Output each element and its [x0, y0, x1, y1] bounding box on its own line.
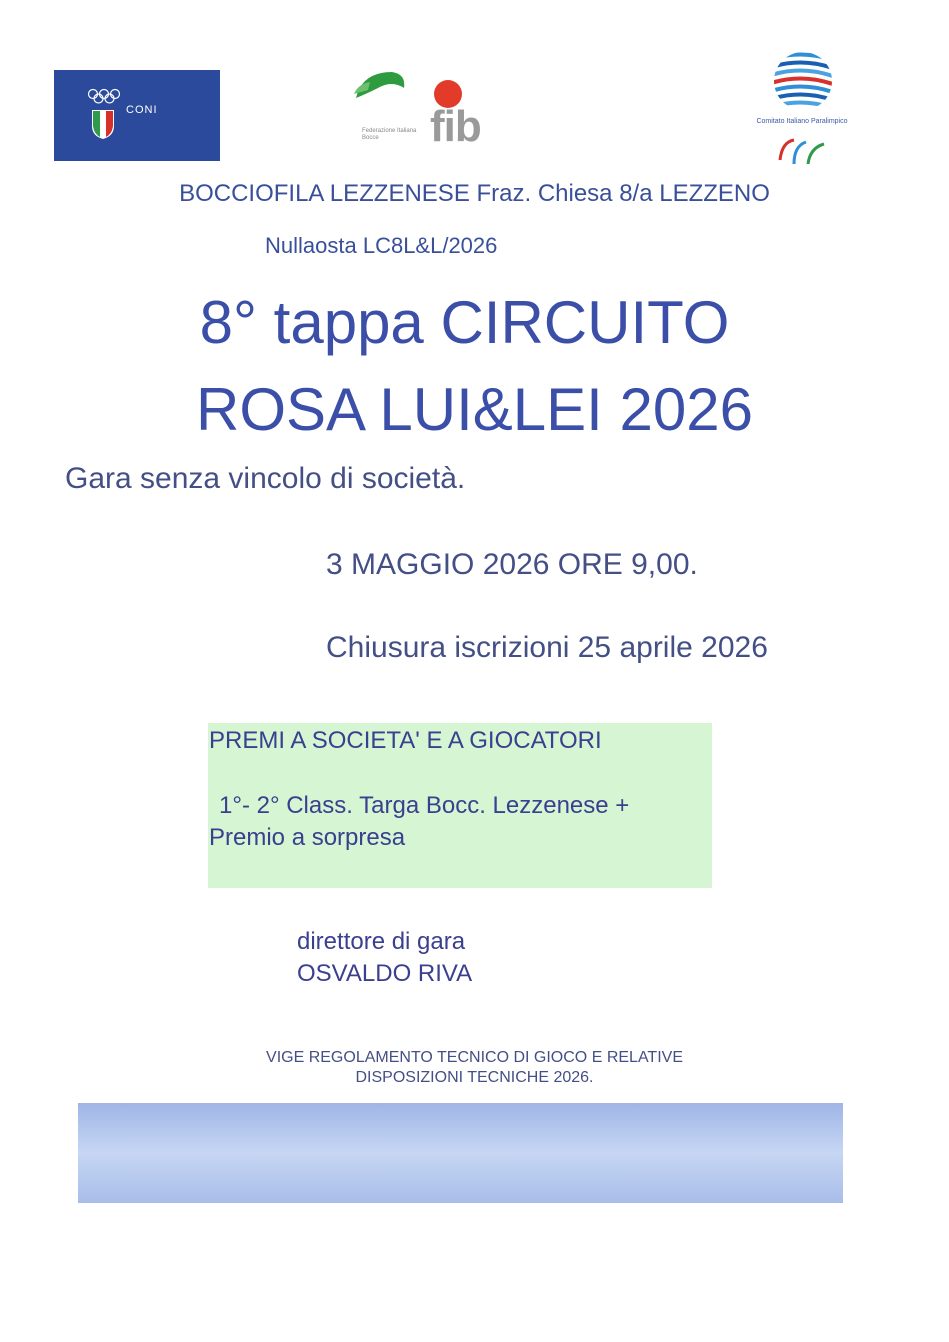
- prizes-line-2: Premio a sorpresa: [209, 824, 406, 851]
- prizes-title: PREMI A SOCIETA' E A GIOCATORI: [209, 727, 602, 754]
- fib-label: fib: [430, 102, 481, 151]
- agitos-icon: [776, 136, 828, 168]
- decorative-bar: [78, 1103, 843, 1203]
- gara-note: Gara senza vincolo di società.: [65, 462, 466, 495]
- title-line-2: ROSA LUI&LEI 2026: [196, 376, 753, 443]
- event-date: 3 MAGGIO 2026 ORE 9,00.: [326, 548, 698, 581]
- cip-logo: [732, 48, 872, 173]
- coni-logo: [54, 70, 220, 161]
- prizes-line-1: 1°- 2° Class. Targa Bocc. Lezzenese +: [219, 792, 630, 819]
- club-address: BOCCIOFILA LEZZENESE Fraz. Chiesa 8/a LEZZENO: [179, 180, 770, 207]
- fib-logo: [352, 66, 512, 156]
- director-label: direttore di gara: [297, 928, 466, 955]
- cip-globe-icon: [768, 50, 838, 112]
- nullaosta-code: Nullaosta LC8L&L/2026: [265, 233, 498, 258]
- director-name: OSVALDO RIVA: [297, 960, 473, 987]
- cip-label: Comitato Italiano Paralimpico: [756, 118, 848, 125]
- olympic-rings-icon: [87, 88, 121, 104]
- coni-label: CONI: [126, 104, 158, 116]
- registration-deadline: Chiusura iscrizioni 25 aprile 2026: [326, 631, 768, 664]
- rules-note: [0, 1048, 949, 1088]
- rules-line-2: DISPOSIZIONI TECNICHE 2026.: [355, 1069, 594, 1086]
- italian-flag-shield-icon: [91, 108, 115, 140]
- rules-line-1: VIGE REGOLAMENTO TECNICO DI GIOCO E RELATIVE: [266, 1049, 683, 1066]
- title-line-1: 8° tappa CIRCUITO: [199, 289, 730, 356]
- fib-federation-label: Federazione Italiana Bocce: [362, 128, 417, 141]
